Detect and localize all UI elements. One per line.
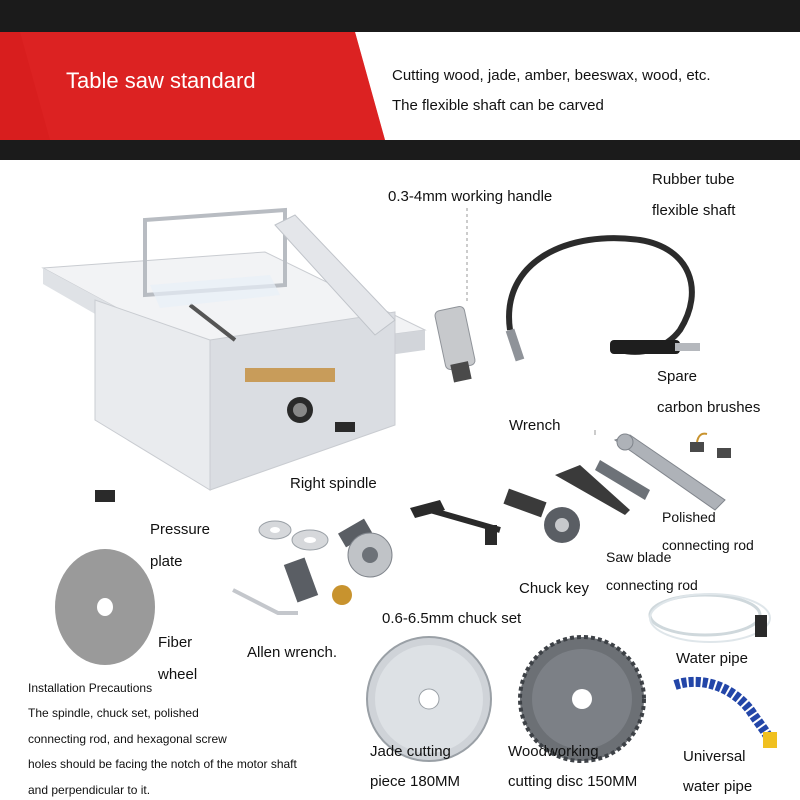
label-allen-wrench: Allen wrench.: [247, 644, 338, 661]
label-pressure-plate-1: Pressure: [150, 521, 211, 538]
label-pressure-plate-2: plate: [150, 553, 183, 570]
working-handle-image: [430, 208, 490, 388]
label-spare-brushes-2: carbon brushes: [657, 399, 761, 416]
notes-title: Installation Precautions: [28, 681, 153, 695]
label-polished-rod-1: Polished: [662, 509, 716, 525]
flexible-shaft-image: [490, 220, 710, 370]
label-saw-blade-rod-1: Saw blade: [606, 549, 672, 565]
label-spare-brushes-1: Spare: [657, 368, 698, 385]
label-jade-piece-1: Jade cutting: [370, 743, 451, 760]
label-right-spindle: Right spindle: [290, 475, 377, 492]
header-banner: [0, 0, 800, 160]
label-jade-piece-2: piece 180MM: [370, 773, 461, 790]
notes-line1: The spindle, chuck set, polished: [28, 706, 199, 720]
label-polished-rod-2: connecting rod: [662, 537, 754, 553]
chuck-key-image: [400, 500, 510, 550]
label-universal-pipe-2: water pipe: [683, 778, 753, 795]
allen-wrench-image: [228, 585, 303, 625]
polished-rod-image: [550, 460, 640, 520]
label-working-handle: 0.3-4mm working handle: [388, 188, 553, 205]
label-wood-disc-1: Woodworking: [508, 743, 599, 760]
notes-line4: and perpendicular to it.: [28, 783, 151, 797]
banner-description-line2: The flexible shaft can be carved: [392, 97, 604, 114]
label-fiber-wheel-1: Fiber: [158, 634, 193, 651]
universal-water-pipe-image: [665, 670, 790, 755]
label-rubber-tube-2: flexible shaft: [652, 202, 736, 219]
water-pipe-image: [640, 585, 790, 655]
label-chuck-set: 0.6-6.5mm chuck set: [382, 610, 522, 627]
label-wood-disc-2: cutting disc 150MM: [508, 773, 638, 790]
label-chuck-key: Chuck key: [519, 580, 590, 597]
label-saw-blade-rod-2: connecting rod: [606, 577, 698, 593]
label-wrench: Wrench: [509, 417, 561, 434]
fiber-wheel-image: [50, 545, 160, 670]
label-universal-pipe-1: Universal: [683, 748, 746, 765]
label-fiber-wheel-2: wheel: [158, 666, 198, 683]
label-water-pipe: Water pipe: [676, 650, 748, 667]
label-rubber-tube-1: Rubber tube: [652, 171, 735, 188]
table-saw-image: [35, 190, 430, 510]
banner-title: Table saw standard: [66, 68, 256, 93]
notes-line2: connecting rod, and hexagonal screw: [28, 732, 227, 746]
banner-description-line1: Cutting wood, jade, amber, beeswax, wood, etc.: [392, 67, 711, 84]
notes-line3: holes should be facing the notch of the motor shaft: [28, 757, 297, 771]
